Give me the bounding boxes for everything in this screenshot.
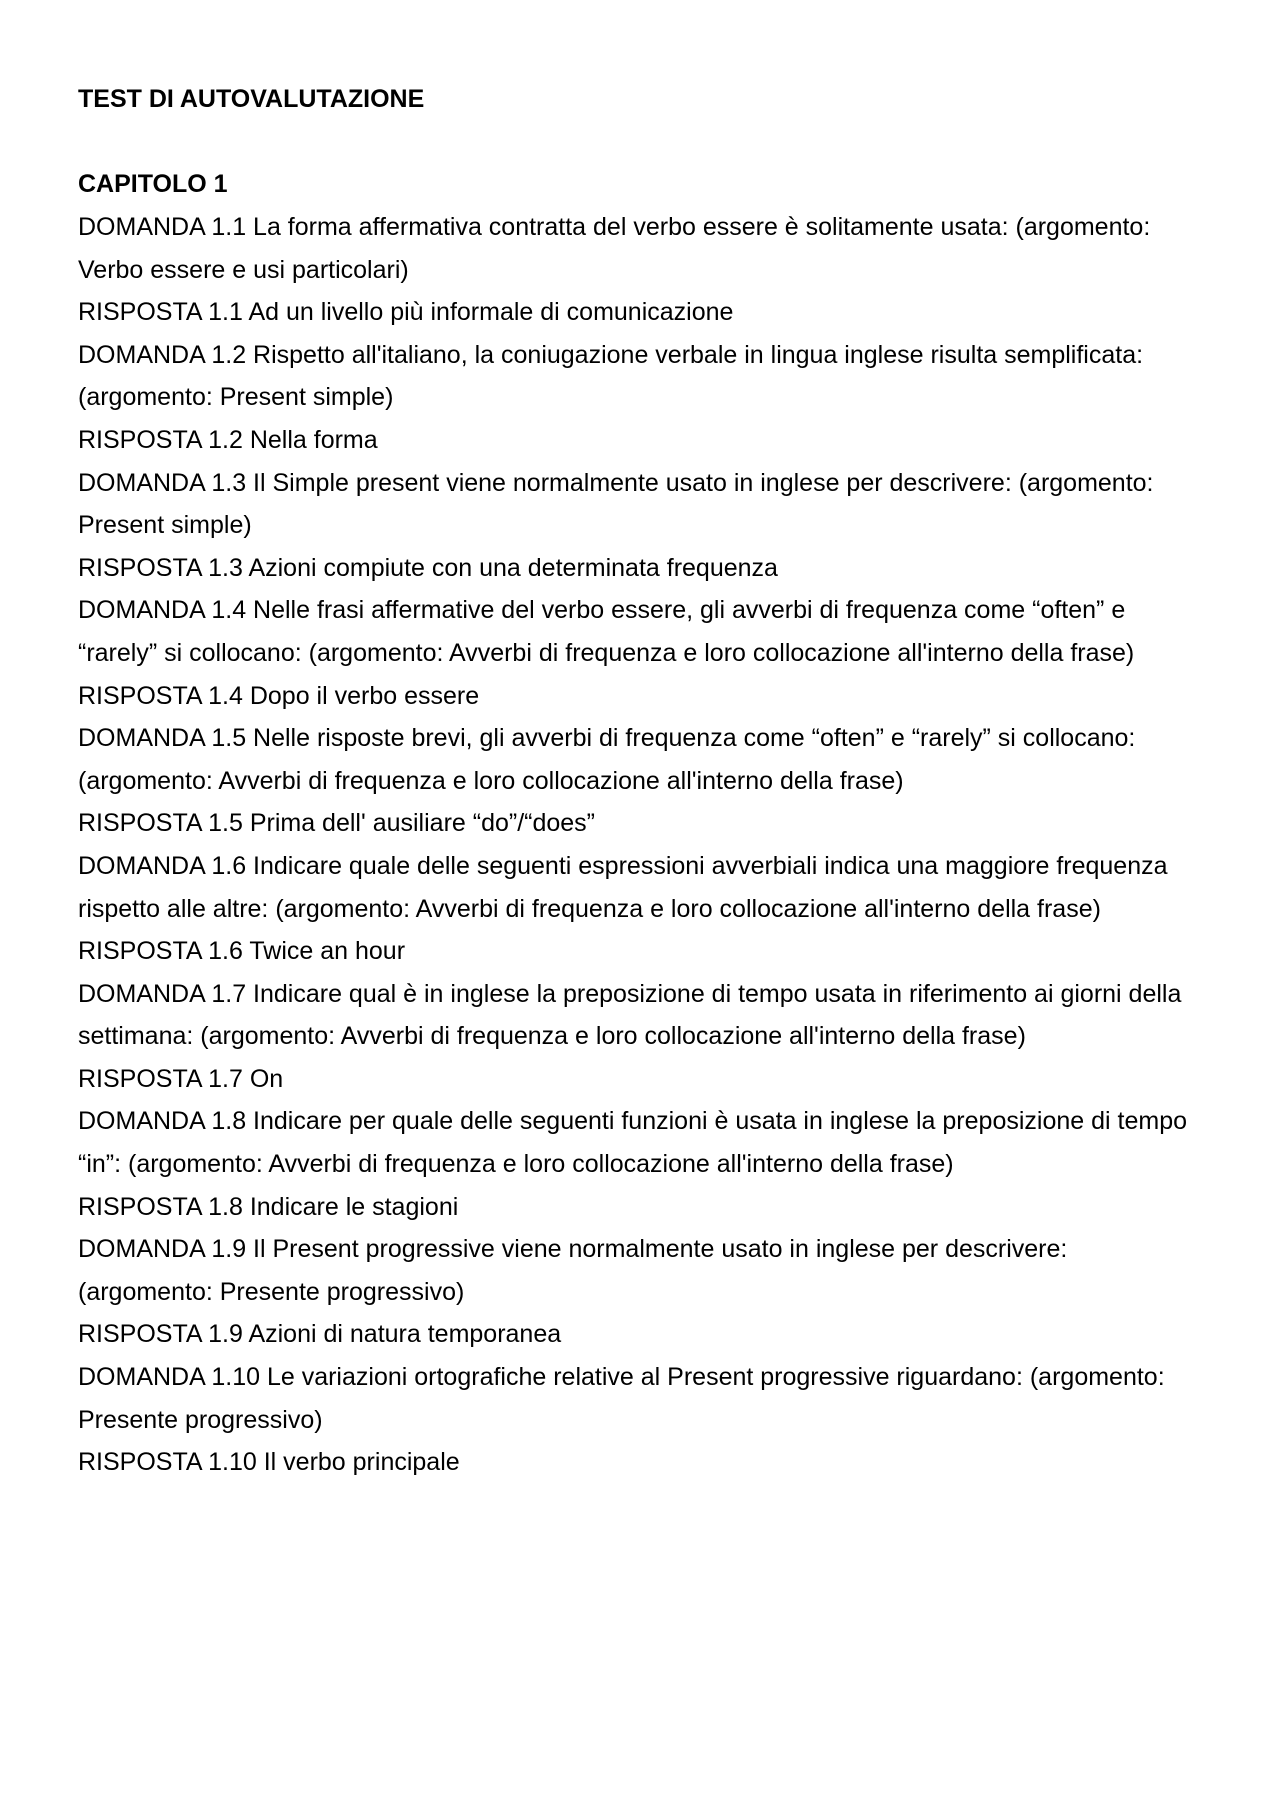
document-title: TEST DI AUTOVALUTAZIONE bbox=[78, 85, 425, 113]
question-1-2: DOMANDA 1.2 Rispetto all'italiano, la coniugazione verbale in lingua inglese risulta semplificata: (argomento: Present simple) bbox=[78, 340, 1144, 412]
question-1-5: DOMANDA 1.5 Nelle risposte brevi, gli avverbi di frequenza come “often” e “rarely” si collocano: (argomento: Avverbi di frequenza e loro collocazione all'interno della frase) bbox=[78, 724, 1136, 795]
question-1-1: DOMANDA 1.1 La forma affermativa contratta del verbo essere è solitamente usata: (argomento: Verbo essere e usi particolari) bbox=[78, 213, 1151, 284]
answer-1-7: RISPOSTA 1.7 On bbox=[78, 1064, 284, 1093]
answer-1-1: RISPOSTA 1.1 Ad un livello più informale di comunicazione bbox=[78, 298, 734, 327]
question-1-4: DOMANDA 1.4 Nelle frasi affermative del verbo essere, gli avverbi di frequenza come “often” e “rarely” si collocano: (argomento: Avverbi di frequenza e loro collocazione all'interno della frase) bbox=[78, 596, 1135, 667]
question-1-6: DOMANDA 1.6 Indicare quale delle seguenti espressioni avverbiali indica una maggiore frequenza rispetto alle altre: (argomento: Avverbi di frequenza e loro collocazione all'interno della frase) bbox=[78, 851, 1168, 923]
answer-1-4: RISPOSTA 1.4 Dopo il verbo essere bbox=[78, 681, 480, 710]
answer-1-6: RISPOSTA 1.6 Twice an hour bbox=[78, 937, 406, 966]
answer-1-5: RISPOSTA 1.5 Prima dell' ausiliare “do”/“does” bbox=[78, 809, 596, 838]
answer-1-9: RISPOSTA 1.9 Azioni di natura temporanea bbox=[78, 1320, 562, 1349]
question-1-10: DOMANDA 1.10 Le variazioni ortografiche relative al Present progressive riguardano: (argomento: Presente progressivo) bbox=[78, 1363, 1165, 1434]
question-1-3: DOMANDA 1.3 Il Simple present viene normalmente usato in inglese per descrivere: (argomento: Present simple) bbox=[78, 468, 1154, 540]
answer-1-2: RISPOSTA 1.2 Nella forma bbox=[78, 425, 378, 454]
answer-1-10: RISPOSTA 1.10 Il verbo principale bbox=[78, 1448, 460, 1477]
chapter-title: CAPITOLO 1 bbox=[78, 170, 228, 198]
answer-1-8: RISPOSTA 1.8 Indicare le stagioni bbox=[78, 1192, 459, 1221]
document-page bbox=[78, 78, 1208, 1484]
question-1-8: DOMANDA 1.8 Indicare per quale delle seguenti funzioni è usata in inglese la preposizione di tempo “in”: (argomento: Avverbi di frequenza e loro collocazione all'interno della frase) bbox=[78, 1107, 1187, 1179]
answer-1-3: RISPOSTA 1.3 Azioni compiute con una determinata frequenza bbox=[78, 553, 778, 582]
question-1-7: DOMANDA 1.7 Indicare qual è in inglese la preposizione di tempo usata in riferimento ai giorni della settimana: (argomento: Avverbi di frequenza e loro collocazione all'interno della frase) bbox=[78, 979, 1182, 1051]
question-1-9: DOMANDA 1.9 Il Present progressive viene normalmente usato in inglese per descrivere: (argomento: Presente progressivo) bbox=[78, 1235, 1068, 1306]
